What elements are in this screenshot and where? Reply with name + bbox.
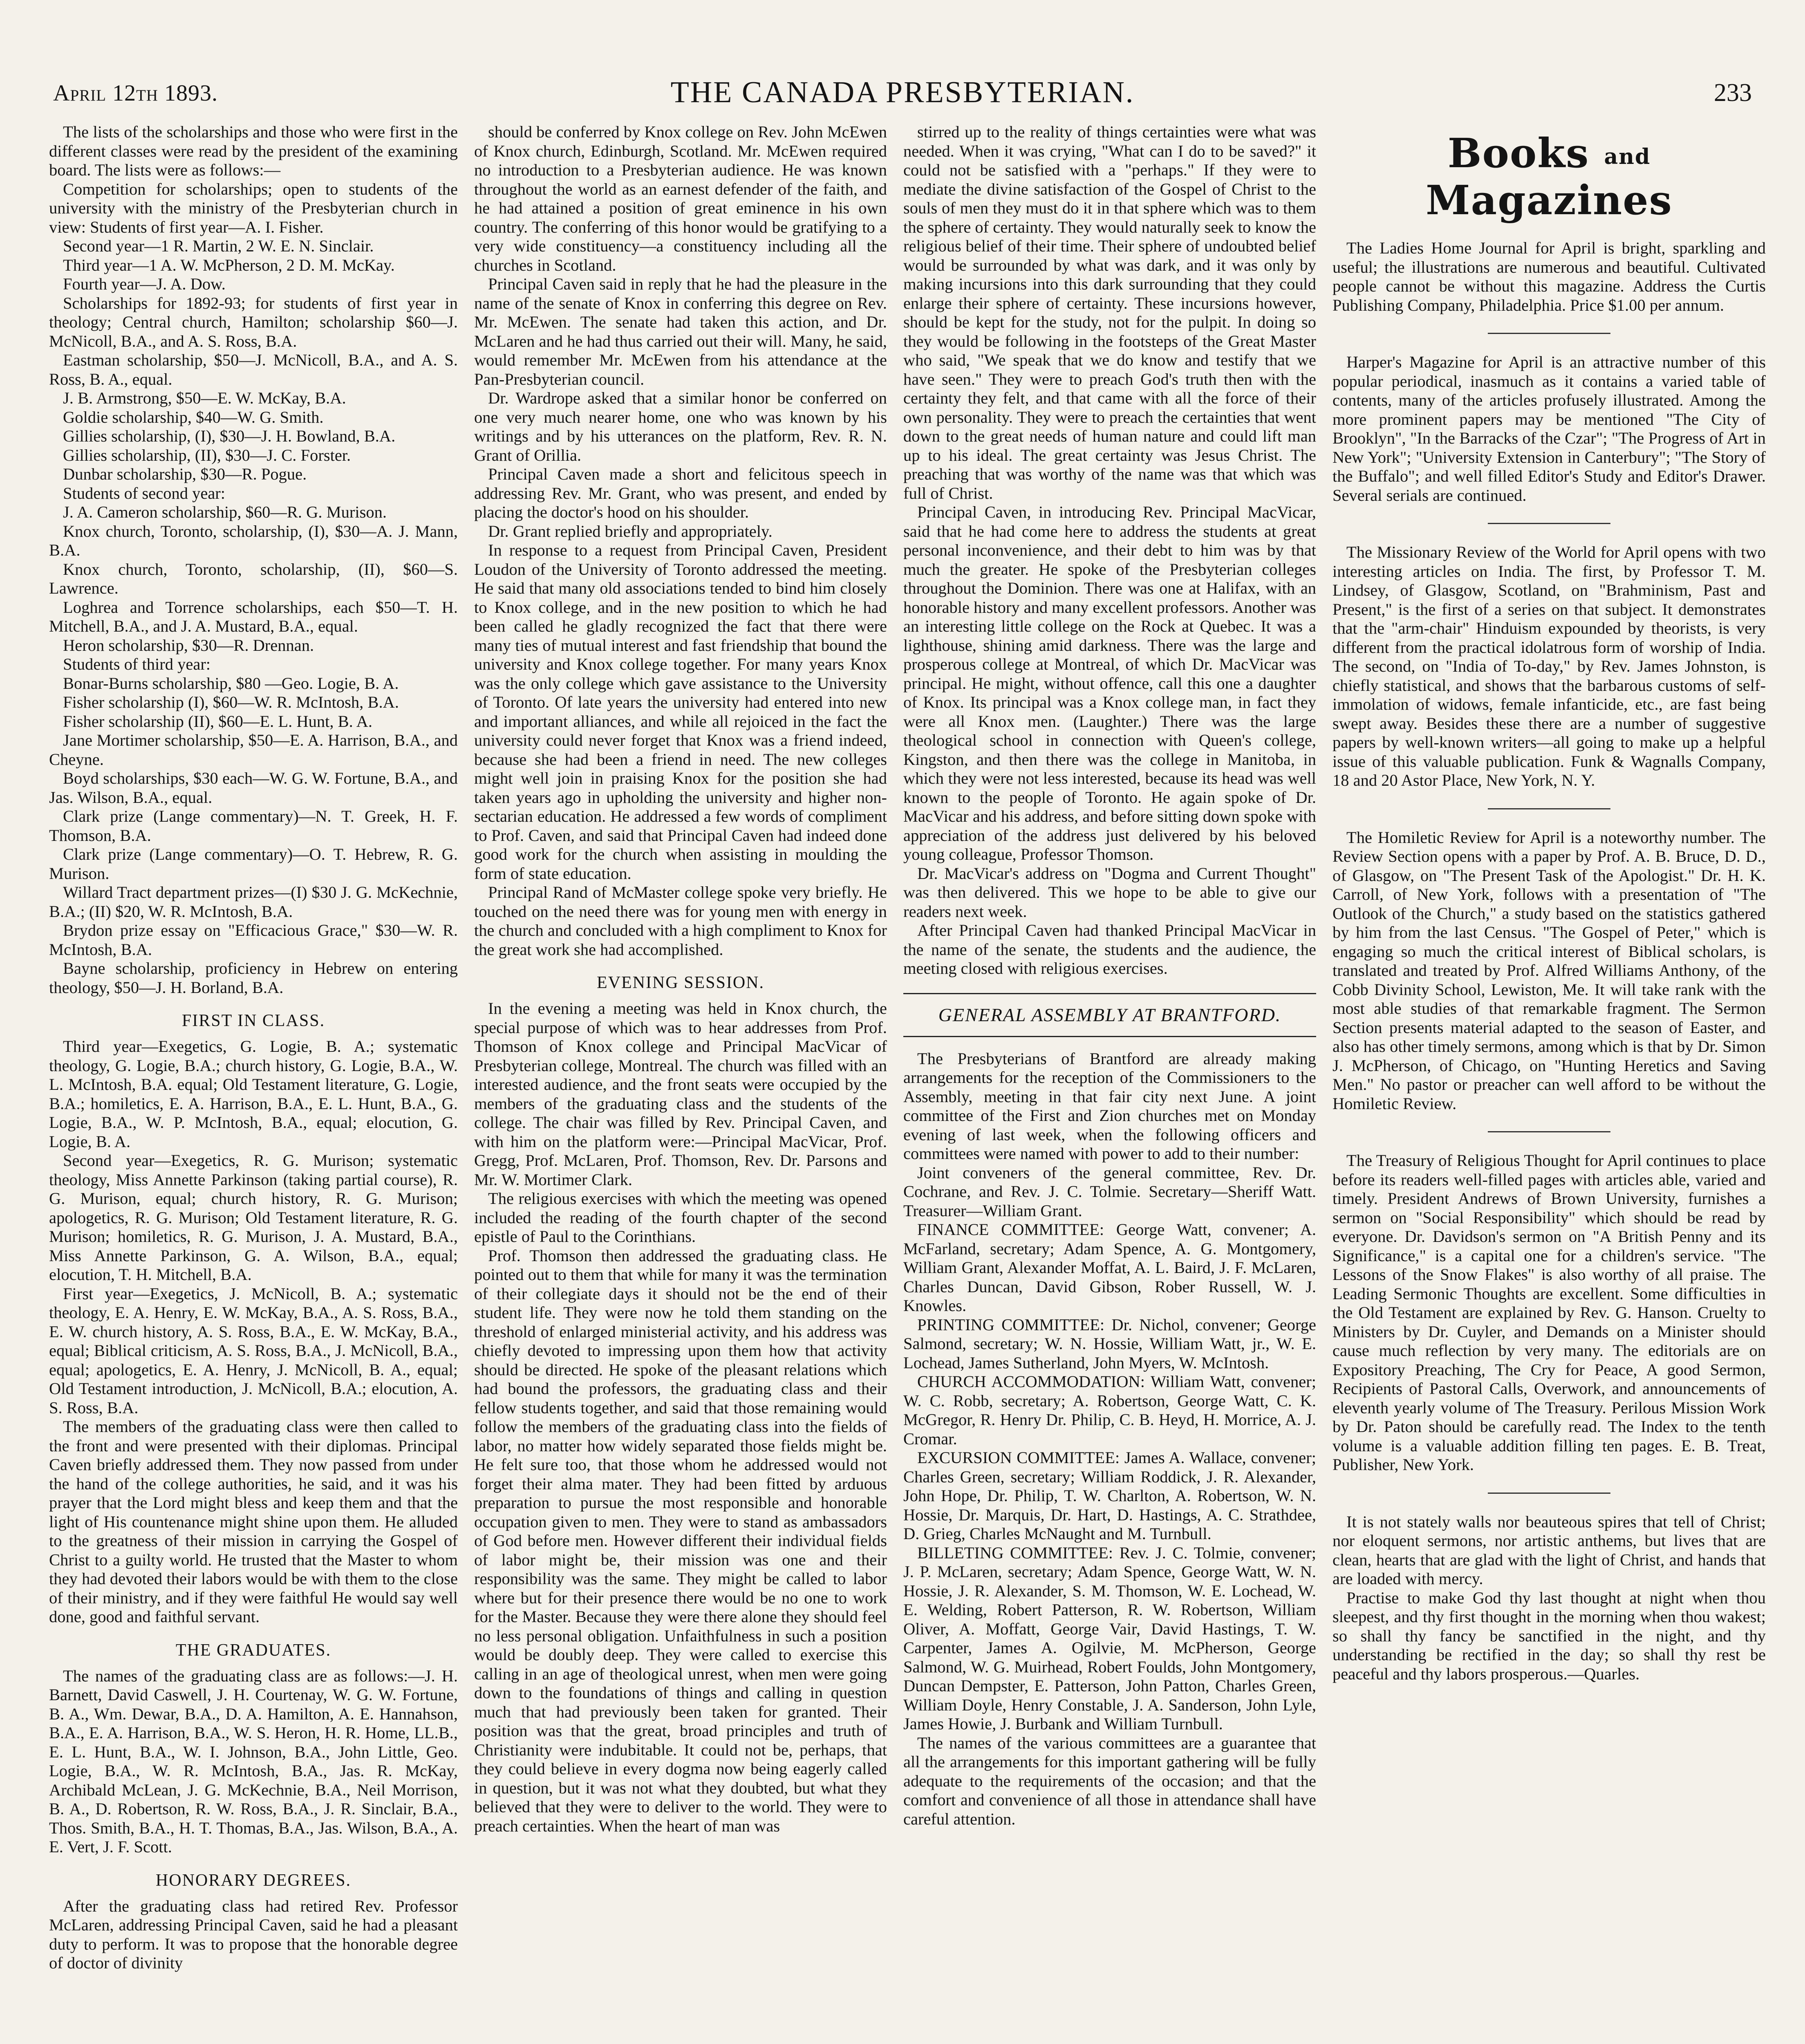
scholarship-list — [49, 123, 458, 997]
column-4 — [1332, 123, 1766, 2044]
paragraph: Principal Caven said in reply that he had the pleasure in the name of the senate of Knox in conferring this degree on Rev. Mr. McEwen. The senate had taken this action, and Dr. McLaren and he had thus carried out their will. Many, he said, would remember Mr. McEwen from his attendance at the Pan-Presbyterian council. — [474, 275, 887, 388]
paragraph: Clark prize (Lange commentary)—O. T. Hebrew, R. G. Murison. — [49, 845, 458, 883]
column-3 — [903, 123, 1316, 2044]
issue-date: April 12th 1893. — [53, 81, 218, 106]
page-number: 233 — [1714, 79, 1752, 107]
paragraph: Second year—1 R. Martin, 2 W. E. N. Sinclair. — [63, 237, 374, 255]
paragraph: Willard Tract department prizes—(I) $30 J. G. McKechnie, B.A.; (II) $20, W. R. McIntosh, B.A. — [49, 883, 458, 921]
paragraph: Knox church, Toronto, scholarship, (I), $30—A. J. Mann, B.A. — [49, 522, 458, 559]
paragraph: J. A. Cameron scholarship, $60—R. G. Murison. — [63, 503, 387, 521]
paragraph: The Missionary Review of the World for April opens with two interesting articles on India. The first, by Professor T. M. Lindsey, of Glasgow, Scotland, on "Brahminism, Past and Present," is the first of a series on that subject. It demonstrates that the "arm-chair" Hinduism expounded by theorists, is very different from the practical idolatrous form of worship of India. The second, on "India of To-day," by Rev. James Johnston, is chiefly statistical, and shows that the barbarous customs of self-immolation of widows, female infanticide, etc., are fast being swept away. Besides these there are a number of suggestive papers by well-known writers—all going to make up a helpful issue of this valuable publication. Funk & Wagnalls Company, 18 and 20 Astor Place, New York, N. Y. — [1332, 543, 1766, 789]
paragraph: Knox church, Toronto, scholarship, (II), $60—S. Lawrence. — [49, 560, 458, 597]
evening-session-heading: EVENING SESSION. — [597, 973, 764, 992]
paragraph: The names of the graduating class are as follows:—J. H. Barnett, David Caswell, J. H. Courtenay, W. G. W. Fortune, B. A., Wm. Dewar, B.A., D. A. Hamilton, A. E. Hannahson, B.A., E. A. Harrison, B.A., W. S. Heron, H. R. Home, LL.B., E. L. Hunt, B.A., W. I. Johnson, B.A., John Little, Geo. Logie, B.A., W. R. McIntosh, B.A., Jas. R. McKay, Archibald McLean, J. G. McKechnie, B.A., Neil Morrison, B. A., D. Robertson, R. W. Ross, B.A., J. R. Sinclair, B.A., Thos. Smith, B.A., H. T. Thomas, B.A., Jas. Wilson, B.A., A. E. Vert, J. F. Scott. — [49, 1666, 458, 1856]
paragraph: The religious exercises with which the meeting was opened included the reading of the fourth chapter of the second epistle of Paul to the Corinthians. — [474, 1189, 887, 1246]
paragraph: Prof. Thomson then addressed the graduating class. He pointed out to them that while for many it was the termination of their collegiate days it should not be the end of their student life. They were now he told them standing on the threshold of enlarged ministerial activity, and his address was chiefly devoted to impressing upon them how that activity should be directed. He spoke of the pleasant relations which had bound the professors, the graduating class and their fellow students together, and said that those remaining would follow the members of the graduating class into the fields of labor, no matter how widely separated those fields might be. He felt sure too, that those whom he addressed would not forget their alma mater. They had been fitted by arduous preparation to pursue the most responsible and honorable occupation given to men. They were to stand as ambassadors of God before men. However different their individual fields of labor might be, their mission was one and their responsibility was the same. They might be called to labor where but for their presence there would be no one to work for the Master. Because they were there alone they should feel no less personal obligation. Unfaithfulness in such a position would be doubly deep. They were called to exercise this calling in an age of theological unrest, when men were going down to the foundations of things and calling in question much that had previously been taken for granted. Their position was that the great, broad principles and truth of Christianity were indubitable. It could not be, perhaps, that they could believe in every dogma now being eagerly called in question, but it was not what they doubted, but what they believed that they were to deliver to the world. They were to preach certainties. When the heart of man was — [474, 1246, 887, 1835]
evening-session-continued — [903, 123, 1316, 978]
paragraph: Clark prize (Lange commentary)—N. T. Greek, H. F. Thomson, B.A. — [49, 807, 458, 845]
newspaper-title: THE CANADA PRESBYTERIAN. — [670, 76, 1135, 109]
convocation-text — [474, 123, 887, 959]
divider — [1488, 523, 1610, 524]
paragraph: Bonar-Burns scholarship, $80 —Geo. Logie, B. A. — [63, 674, 399, 693]
paragraph: Dr. MacVicar's address on "Dogma and Current Thought" was then delivered. This we hope to be able to give our readers next week. — [903, 864, 1316, 921]
paragraph: should be conferred by Knox college on Rev. John McEwen of Knox church, Edinburgh, Scotland. Mr. McEwen required no introduction to a Presbyterian audience. He was known throughout the world as an earnest defender of the faith, and he had attained a position of great eminence in his own country. The conferring of this honor would be gratifying to a very wide constituency—a constituency including all the churches in Scotland. — [474, 123, 887, 274]
paragraph: Joint conveners of the general committee, Rev. Dr. Cochrane, and Rev. J. C. Tolmie. Secretary—Sheriff Watt. Treasurer—William Grant. — [903, 1163, 1316, 1220]
paragraph: Fisher scholarship (I), $60—W. R. McIntosh, B.A. — [63, 693, 399, 711]
paragraph: The Presbyterians of Brantford are already making arrangements for the reception of the Commissioners to the Assembly, meeting in that fair city next June. A joint committee of the First and Zion churches met on Monday evening of last week, when the following officers and committees were named with power to add to their number: — [903, 1049, 1316, 1163]
paragraph: Principal Caven, in introducing Rev. Principal MacVicar, said that he had come here to address the students at great personal inconvenience, and their debt to him was by that much the greater. He spoke of the Presbyterian colleges throughout the Dominion. There was one at Halifax, with an honorable history and many excellent professors. Another was an interesting little college on the Rock at Quebec. It was a lighthouse, shining amid darkness. There was the large and prosperous college at Montreal, of which Dr. MacVicar was principal. He might, without offence, call this one a daughter of Knox. Its principal was a Knox college man, in fact they were all Knox men. (Laughter.) There was the large theological school in connection with Queen's college, Kingston, and then there was the college in Manitoba, in which they were not less interested, because its head was well known to the people of Toronto. He again spoke of Dr. MacVicar and his address, and before sitting down spoke with appreciation of the address just delivered by his beloved young colleague, Professor Thomson. — [903, 503, 1316, 863]
general-assembly-heading: GENERAL ASSEMBLY AT BRANTFORD. — [903, 993, 1316, 1037]
column-2 — [474, 123, 887, 2044]
divider — [1488, 1493, 1610, 1494]
review-homiletic-review — [1332, 828, 1766, 1114]
paragraph: In the evening a meeting was held in Knox church, the special purpose of which was to hear addresses from Prof. Thomson of Knox college and Principal MacVicar of Presbyterian college, Montreal. The church was filled with an interested audience, and the front seats were occupied by the members of the graduating class and the students of the college. The chair was filled by Rev. Principal Caven, and with him on the platform were:—Principal MacVicar, Prof. Gregg, Prof. McLaren, Prof. Thomson, Rev. Dr. Parsons and Mr. W. Mortimer Clark. — [474, 999, 887, 1189]
paragraph: CHURCH ACCOMMODATION: William Watt, convener; W. C. Robb, secretary; A. Robertson, George Watt, C. K. McGregor, R. Henry Dr. Philip, C. B. Heyd, H. Morrice, A. J. Cromar. — [903, 1372, 1316, 1448]
paragraph: After Principal Caven had thanked Principal MacVicar in the name of the senate, the students and the audience, the meeting closed with religious exercises. — [903, 921, 1316, 977]
paragraph: Dunbar scholarship, $30—R. Pogue. — [63, 465, 307, 483]
paragraph: First year—Exegetics, J. McNicoll, B. A.; systematic theology, E. A. Henry, E. W. McKay, B.A., A. S. Ross, B.A., E. W. church history, A. S. Ross, B.A., E. W. McKay, B.A., equal; Biblical criticism, A. S. Ross, B.A., J. McNicoll, B.A., equal; apologetics, E. A. Henry, J. McNicoll, B. A., equal; Old Testament introduction, J. McNicoll, B.A.; elocution, A. S. Ross, B.A. — [49, 1284, 458, 1417]
paragraph: Brydon prize essay on "Efficacious Grace," $30—W. R. McIntosh, B.A. — [49, 921, 458, 959]
paragraph: Practise to make God thy last thought at night when thou sleepest, and thy first thought in the morning when thou wakest; so shall thy fancy be sanctified in the night, and thy understanding be rectified in the day; so shall thy rest be peaceful and thy labors prosperous.—Quarles. — [1332, 1588, 1766, 1683]
paragraph: It is not stately walls nor beauteous spires that tell of Christ; nor eloquent sermons, nor artistic anthems, but lives that are clean, hearts that are glad with the light of Christ, and hands that are loaded with mercy. — [1332, 1512, 1766, 1588]
books-word: Books — [1447, 130, 1590, 177]
paragraph: Third year—1 A. W. McPherson, 2 D. M. McKay. — [63, 256, 395, 274]
paragraph: Boyd scholarships, $30 each—W. G. W. Fortune, B.A., and Jas. Wilson, B.A., equal. — [49, 769, 458, 807]
column-1 — [49, 123, 458, 2044]
review-ladies-home-journal — [1332, 239, 1766, 315]
paragraph: FINANCE COMMITTEE: George Watt, convener; A. McFarland, secretary; Adam Spence, A. G. Montgomery, William Grant, Alexander Moffat, A. L. Baird, J. F. McLaren, Charles Duncan, David Gibson, Rober Russell, W. J. Knowles. — [903, 1220, 1316, 1315]
evening-session-text — [474, 999, 887, 1836]
divider — [1488, 1131, 1610, 1132]
paragraph: Jane Mortimer scholarship, $50—E. A. Harrison, B.A., and Cheyne. — [49, 731, 458, 769]
books-and-magazines-heading — [1332, 130, 1766, 224]
paragraph: The Treasury of Religious Thought for April continues to place before its readers well-filled pages with articles able, varied and timely. President Andrews of Brown University, furnishes a sermon on "Social Responsibility" which should be read by everyone. Dr. Davidson's sermon on "A British Penny and its Significance," is a capital one for a children's service. "The Lessons of the Snow Flakes" is also worthy of all praise. The Leading Sermonic Thoughts are excellent. Some difficulties in the Old Testament are explained by Rev. G. Hanson. Cruelty to Ministers by Dr. Cuyler, and Demands on a Minister should cause much reflection by very many. The editorials are on Expository Preaching, The Cry for Peace, A good Sermon, Recipients of Pastoral Calls, Overwork, and announcements of eleventh yearly volume of The Treasury. Perilous Mission Work by Dr. Paton should be carefully read. The Index to the tenth volume is a valuable addition filling ten pages. E. B. Treat, Publisher, New York. — [1332, 1151, 1766, 1474]
paragraph: Goldie scholarship, $40—W. G. Smith. — [63, 408, 324, 426]
paragraph: Gillies scholarship, (II), $30—J. C. Forster. — [63, 446, 351, 464]
review-treasury — [1332, 1151, 1766, 1475]
paragraph: Dr. Wardrope asked that a similar honor be conferred on one very much nearer home, one who was known by his writings and by his utterances on the platform, Rev. R. N. Grant of Orillia. — [474, 389, 887, 464]
divider — [1488, 333, 1610, 334]
paragraph: EXCURSION COMMITTEE: James A. Wallace, convener; Charles Green, secretary; William Roddick, J. R. Alexander, John Hope, Dr. Philip, T. W. Charlton, A. Robertson, W. N. Hossie, Dr. Marquis, Dr. Hart, D. Hastings, A. C. Strathdee, D. Grieg, Charles McNaught and M. Turnbull. — [903, 1448, 1316, 1543]
paragraph: Students of second year: — [63, 484, 226, 502]
paragraph: Students of third year: — [63, 655, 211, 673]
paragraph: In response to a request from Principal Caven, President Loudon of the University of Toronto addressed the meeting. He said that many old associations tended to bind him closely to Knox college, and in the new position to which he had been called he gladly recognized the fact that there were many ties of mutual interest and fast friendship that bound the university and Knox college together. For many years Knox was the only college which gave assistance to the University of Toronto. Of late years the university had entered into new and important alliances, and while all rejoiced in the fact the university could never forget that Knox was a friend indeed, because she had been a friend in need. The new colleges might well join in praising Knox for the position she had taken years ago in upholding the university and higher non-sectarian education. He addressed a few words of compliment to Prof. Caven, and said that Principal Caven had indeed done good work for the church when assisting in moulding the form of state education. — [474, 541, 887, 883]
paragraph: stirred up to the reality of things certainties were what was needed. When it was crying, "What can I do to be saved?" it could not be satisfied with a "perhaps." If they were to mediate the divine satisfaction of the Gospel of Christ to the souls of men they must do it in that sphere which was to them the sphere of certainty. They would naturally seek to know the religious belief of their time. Their sphere of undoubted belief would be surrounded by what was dark, and it was only by making incursions into this dark surrounding that they could enlarge their sphere of certainty. These incursions however, should be kept for the study, not for the pulpit. In doing so they would be following in the footsteps of the Great Master who said, "We speak that we do know and testify that we have seen." They were to preach God's truth then with the certainty they felt, and that came with all the force of their own personality. They were to preach the certainties that went down to the great needs of human nature and could lift man up to his ideal. The great certainty was Jesus Christ. The preaching that was worthy of the name was that which was full of Christ. — [903, 123, 1316, 502]
first-in-class-text — [49, 1037, 458, 1627]
paragraph: Loghrea and Torrence scholarships, each $50—T. H. Mitchell, B.A., and J. A. Mustard, B.A., equal. — [49, 598, 458, 635]
paragraph: Eastman scholarship, $50—J. McNicoll, B.A., and A. S. Ross, B. A., equal. — [49, 351, 458, 388]
paragraph: The Ladies Home Journal for April is bright, sparkling and useful; the illustrations are numerous and beautiful. Cultivated people cannot be without this magazine. Address the Curtis Publishing Company, Philadelphia. Price $1.00 per annum. — [1332, 239, 1766, 314]
magazines-word: Magazines — [1426, 177, 1673, 224]
review-missionary-review — [1332, 543, 1766, 790]
and-word: and — [1604, 144, 1651, 170]
review-harpers — [1332, 353, 1766, 505]
closing-quotes — [1332, 1513, 1766, 1684]
honorary-degrees-heading: HONORARY DEGREES. — [155, 1871, 352, 1890]
paragraph: The lists of the scholarships and those who were first in the different classes were read by the president of the examining board. The lists were as follows:— — [49, 123, 458, 179]
paragraph: The members of the graduating class were then called to the front and were presented with their diplomas. Principal Caven briefly addressed them. They now passed from under the hand of the college authorities, he said, and it was his prayer that the Lord might bless and keep them and that the light of His countenance might shine upon them. He alluded to the greatness of their mission in carrying the Gospel of Christ to a guilty world. He trusted that the Master to whom they had devoted their labors would be with them to the close of their ministry, and if they were faithful He would say well done, good and faithful servant. — [49, 1417, 458, 1626]
divider — [1488, 808, 1610, 809]
article-columns — [49, 123, 1766, 2044]
paragraph: Second year—Exegetics, R. G. Murison; systematic theology, Miss Annette Parkinson (taking partial course), R. G. Murison, equal; church history, R. G. Murison; apologetics, R. G. Murison; Old Testament literature, R. G. Murison; homiletics, R. G. Murison, J. A. Mustard, B.A., Miss Annette Parkinson, G. A. Wilson, B.A., equal; elocution, T. H. Mitchell, B.A. — [49, 1151, 458, 1284]
graduates-heading: THE GRADUATES. — [175, 1641, 331, 1660]
paragraph: Heron scholarship, $30—R. Drennan. — [63, 636, 314, 654]
general-assembly-text — [903, 1049, 1316, 1829]
paragraph: Dr. Grant replied briefly and appropriately. — [488, 522, 773, 540]
paragraph: BILLETING COMMITTEE: Rev. J. C. Tolmie, convener; J. P. McLaren, secretary; Adam Spence, George Watt, W. N. Hossie, J. R. Alexander, S. M. Thomson, W. E. Lochead, W. E. Welding, Robert Patterson, R. W. Robertson, William Oliver, A. Moffatt, George Vair, David Hastings, T. W. Carpenter, James A. Ogilvie, M. McPherson, George Salmond, W. G. Muirhead, Robert Foulds, John Montgomery, Duncan Dempster, E. Patterson, John Patton, Charles Green, William Doyle, Henry Constable, J. A. Sanderson, John Lyle, James Howie, J. Burbank and William Turnbull. — [903, 1543, 1316, 1733]
graduates-text — [49, 1667, 458, 1857]
paragraph: Principal Rand of McMaster college spoke very briefly. He touched on the need there was for young men with energy in the church and concluded with a high compliment to Knox for the great work she had accomplished. — [474, 883, 887, 959]
paragraph: Fisher scholarship (II), $60—E. L. Hunt, B. A. — [63, 712, 373, 731]
paragraph: After the graduating class had retired Rev. Professor McLaren, addressing Principal Caven, said he had a pleasant duty to perform. It was to propose that the honorable degree of doctor of divinity — [49, 1896, 458, 1972]
paragraph: Third year—Exegetics, G. Logie, B. A.; systematic theology, G. Logie, B.A.; church history, G. Logie, B.A., W. L. McIntosh, B.A. equal; Old Testament literature, G. Logie, B.A.; homiletics, E. A. Harrison, B.A., E. L. Hunt, B.A., G. Logie, B.A., W. P. McIntosh, B.A., equal; elocution, G. Logie, B. A. — [49, 1037, 458, 1151]
paragraph: Harper's Magazine for April is an attractive number of this popular periodical, inasmuch as it contains a varied table of contents, many of the articles profusely illustrated. Among the more prominent papers may be mentioned "The City of Brooklyn", "In the Barracks of the Czar"; "The Progress of Art in New York"; "University Extension in Canterbury"; "The Story of the Buffalo"; and well filled Editor's Study and Editor's Drawer. Several serials are continued. — [1332, 353, 1766, 504]
paragraph: PRINTING COMMITTEE: Dr. Nichol, convener; George Salmond, secretary; W. N. Hossie, William Watt, jr., W. E. Lochead, James Sutherland, John Myers, W. McIntosh. — [903, 1315, 1316, 1372]
paragraph: Competition for scholarships; open to students of the university with the ministry of the Presbyterian church in view: Students of first year—A. I. Fisher. — [49, 179, 458, 236]
paragraph: The names of the various committees are a guarantee that all the arrangements for this important gathering will be fully adequate to the requirements of the occasion; and that the comfort and convenience of all those in attendance shall have careful attention. — [903, 1733, 1316, 1828]
paragraph: Fourth year—J. A. Dow. — [63, 275, 226, 293]
paragraph: Gillies scholarship, (I), $30—J. H. Bowland, B.A. — [63, 427, 396, 445]
masthead — [41, 73, 1764, 122]
paragraph: The Homiletic Review for April is a noteworthy number. The Review Section opens with a paper by Prof. A. B. Bruce, D. D., of Glasgow, on "The Present Task of the Apologist." Dr. H. K. Carroll, of New York, follows with a presentation of "The Outlook of the Church," a study based on the statistics gathered by him from the last Census. "The Gospel of Peter," which is engaging so much the critical interest of Biblical scholars, is translated and treated by Prof. Alfred Williams Anthony, of the Cobb Divinity School, Lewiston, Me. It will take rank with the most able studies of that remarkable fragment. The Sermon Section presents material adapted to the season of Easter, and also has other timely sermons, among which is that by Dr. Simon J. McPherson, of Chicago, on "Hunting Heretics and Saving Men." No pastor or preacher can well afford to be without the Homiletic Review. — [1332, 828, 1766, 1113]
honorary-degrees-text — [49, 1897, 458, 1973]
paragraph: J. B. Armstrong, $50—E. W. McKay, B.A. — [63, 389, 346, 407]
paragraph: Bayne scholarship, proficiency in Hebrew on entering theology, $50—J. H. Borland, B.A. — [49, 959, 458, 997]
paragraph: Principal Caven made a short and felicitous speech in addressing Rev. Mr. Grant, who was present, and ended by placing the doctor's hood on his shoulder. — [474, 465, 887, 521]
paragraph: Scholarships for 1892-93; for students of first year in theology; Central church, Hamilton; scholarship $60—J. McNicoll, B.A., and A. S. Ross, B.A. — [49, 294, 458, 350]
first-in-class-heading: FIRST IN CLASS. — [181, 1011, 325, 1030]
